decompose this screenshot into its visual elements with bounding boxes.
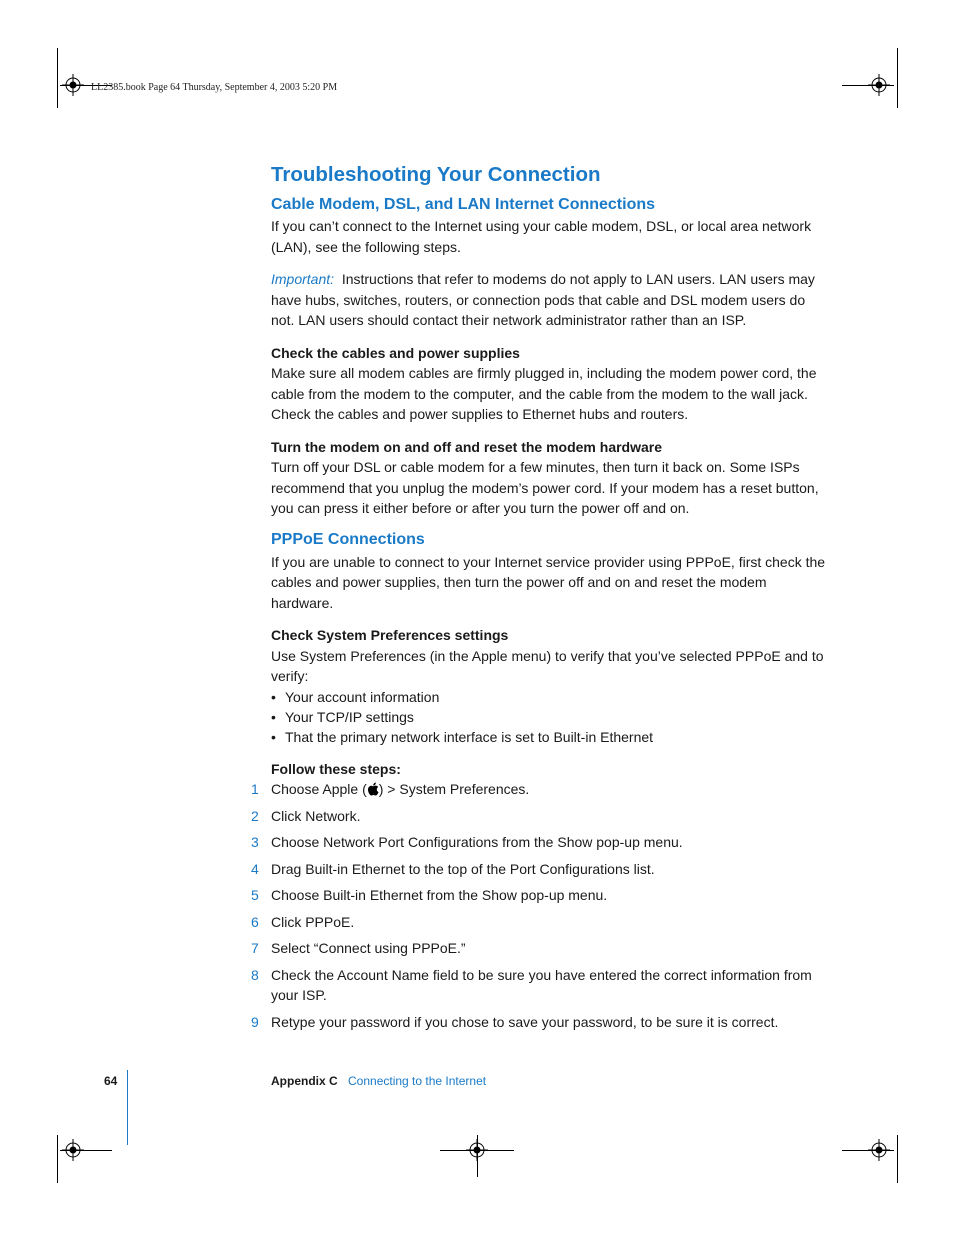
registration-mark-icon	[868, 74, 890, 96]
paragraph-system-preferences: Use System Preferences (in the Apple menu) to verify that you’ve selected PPPoE and to verify:	[271, 647, 824, 684]
step-item: 9 Retype your password if you chose to save your password, to be sure it is correct.	[271, 1012, 831, 1033]
step-number: 4	[251, 860, 259, 877]
registration-mark-icon	[868, 1139, 890, 1161]
step-item: 2 Click Network.	[271, 806, 831, 827]
step-item: 5 Choose Built-in Ethernet from the Show pop-up menu.	[271, 885, 831, 906]
important-text: Instructions that refer to modems do not apply to LAN users. LAN users may have hubs, switches, routers, or connection pods that cable and DSL modem users do not. LAN users should contact their network administrator rather than an ISP.	[271, 271, 815, 328]
step-item: 7 Select “Connect using PPPoE.”	[271, 938, 831, 959]
important-label: Important:	[271, 271, 335, 287]
paragraph-modem-reset: Turn off your DSL or cable modem for a few minutes, then turn it back on. Some ISPs recommend that you unplug the modem’s power cord. If your modem has a reset button, you can press it either before or after you turn the power off and on.	[271, 459, 819, 516]
section-heading-pppoe: PPPoE Connections	[271, 530, 425, 548]
footer-appendix: Appendix C	[271, 1074, 338, 1088]
footer-chapter-link[interactable]: Connecting to the Internet	[348, 1074, 487, 1088]
step-number: 3	[251, 834, 259, 850]
subheading-modem-reset: Turn the modem on and off and reset the modem hardware	[271, 438, 663, 455]
step-item: 4 Drag Built-in Ethernet to the top of the Port Configurations list.	[271, 859, 831, 880]
step-item: 1 Choose Apple ( ) > System Preferences.	[271, 779, 831, 800]
page-content	[251, 160, 831, 1032]
step-number: 6	[251, 913, 259, 930]
paragraph-cables: Make sure all modem cables are firmly plugged in, including the modem power cord, the cable from the modem to the computer, and the cable from the modem to the wall jack. Check the cables and power supplies to Ethernet hubs and routers.	[271, 365, 817, 422]
section-intro: If you are unable to connect to your Internet service provider using PPPoE, first check the cables and power supplies, then turn the power off and on and reset the modem hardware.	[271, 553, 826, 611]
page-number: 64	[104, 1074, 118, 1088]
section-heading-cable: Cable Modem, DSL, and LAN Internet Connections	[271, 196, 656, 213]
registration-mark-icon	[62, 74, 84, 96]
apple-logo-icon	[367, 782, 379, 796]
list-item: • That the primary network interface is set to Built-in Ethernet	[271, 728, 654, 745]
registration-mark-icon	[62, 1139, 84, 1161]
step-item: 8 Check the Account Name field to be sure you have entered the correct information from your ISP.	[251, 966, 812, 1003]
step-item: 6 Click PPPoE.	[271, 912, 831, 933]
section-intro: If you can’t connect to the Internet using your cable modem, DSL, or local area network (LAN), see the following steps.	[271, 218, 812, 255]
registration-mark-icon	[466, 1139, 488, 1161]
print-slug: LL2385.book Page 64 Thursday, September 4, 2003 5:20 PM	[91, 82, 338, 93]
list-item: • Your account information	[271, 688, 440, 705]
step-number: 9	[251, 1013, 259, 1030]
step-item: 3 Choose Network Port Configurations from the Show pop-up menu.	[271, 832, 831, 853]
step-number: 1	[251, 781, 259, 797]
step-number: 2	[251, 807, 259, 824]
step-number: 8	[251, 966, 259, 983]
list-item: • Your TCP/IP settings	[271, 708, 414, 725]
step-number: 7	[251, 940, 259, 956]
verify-list	[271, 687, 831, 747]
steps-heading: Follow these steps:	[271, 760, 401, 777]
page-title: Troubleshooting Your Connection	[271, 163, 601, 186]
footer-divider	[127, 1070, 128, 1145]
important-note	[271, 269, 831, 331]
subheading-cables: Check the cables and power supplies	[271, 344, 520, 361]
step-number: 5	[251, 887, 259, 903]
subheading-system-preferences: Check System Preferences settings	[271, 627, 509, 643]
steps-list	[251, 779, 831, 1032]
